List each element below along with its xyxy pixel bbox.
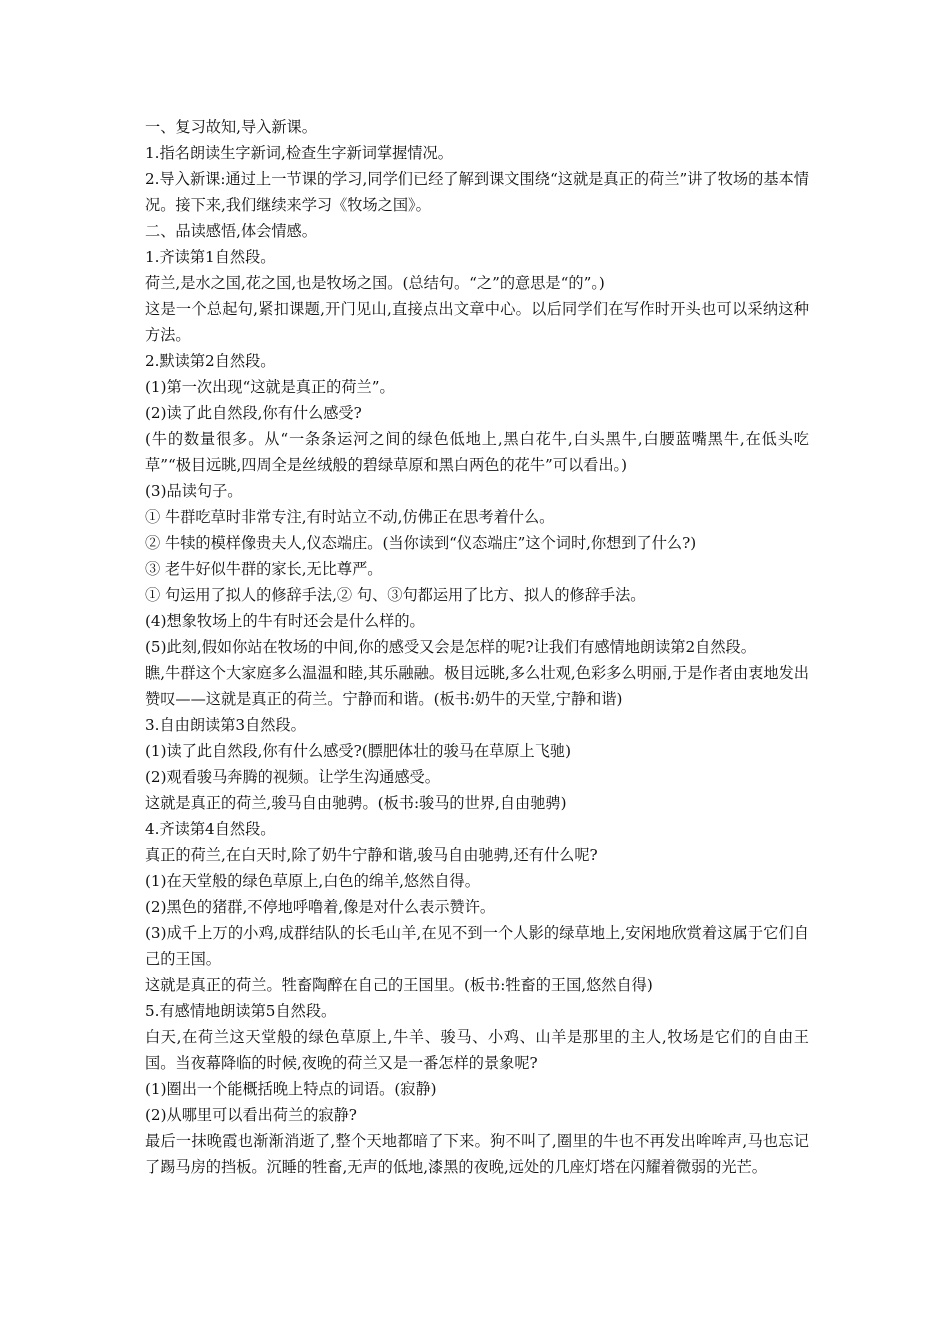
document-body <box>145 114 809 1180</box>
paragraph: (1)圈出一个能概括晚上特点的词语。(寂静) <box>145 1080 437 1098</box>
paragraph: 1.齐读第1自然段。 <box>145 248 276 266</box>
paragraph: (2)观看骏马奔腾的视频。让学生沟通感受。 <box>145 768 440 786</box>
paragraph: 4.齐读第4自然段。 <box>145 820 276 838</box>
paragraph: (2)读了此自然段,你有什么感受? <box>145 404 362 422</box>
section-heading-2: 二、品读感悟,体会情感。 <box>145 222 317 240</box>
paragraph: (牛的数量很多。从“一条条运河之间的绿色低地上,黑白花牛,白头黑牛,白腰蓝嘴黑牛,在低头吃草”“极目远眺,四周全是丝绒般的碧绿草原和黑白两色的花牛”可以看出。) <box>145 430 809 474</box>
paragraph: 荷兰,是水之国,花之国,也是牧场之国。(总结句。“之”的意思是“的”。) <box>145 274 605 292</box>
section-heading-1: 一、复习故知,导入新课。 <box>145 118 317 136</box>
paragraph: 这是一个总起句,紧扣课题,开门见山,直接点出文章中心。以后同学们在写作时开头也可以采纳这种方法。 <box>145 300 809 344</box>
paragraph: (3)成千上万的小鸡,成群结队的长毛山羊,在见不到一个人影的绿草地上,安闲地欣赏着这属于它们自己的王国。 <box>145 924 809 968</box>
paragraph: 这就是真正的荷兰。牲畜陶醉在自己的王国里。(板书:牲畜的王国,悠然自得) <box>145 976 653 994</box>
paragraph: ① 句运用了拟人的修辞手法,② 句、③句都运用了比方、拟人的修辞手法。 <box>145 586 646 604</box>
paragraph: ① 牛群吃草时非常专注,有时站立不动,仿佛正在思考着什么。 <box>145 508 555 526</box>
paragraph: 白天,在荷兰这天堂般的绿色草原上,牛羊、骏马、小鸡、山羊是那里的主人,牧场是它们的自由王国。当夜幕降临的时候,夜晚的荷兰又是一番怎样的景象呢? <box>145 1028 809 1072</box>
paragraph: 2.默读第2自然段。 <box>145 352 276 370</box>
paragraph: (1)第一次出现“这就是真正的荷兰”。 <box>145 378 395 396</box>
paragraph: 2.导入新课:通过上一节课的学习,同学们已经了解到课文围绕“这就是真正的荷兰”讲了牧场的基本情况。接下来,我们继续来学习《牧场之国》。 <box>145 170 809 214</box>
paragraph: 最后一抹晚霞也渐渐消逝了,整个天地都暗了下来。狗不叫了,圈里的牛也不再发出哞哞声,马也忘记了踢马房的挡板。沉睡的牲畜,无声的低地,漆黑的夜晚,远处的几座灯塔在闪耀着微弱的光芒。 <box>145 1132 809 1176</box>
paragraph: (2)黑色的猪群,不停地呼噜着,像是对什么表示赞许。 <box>145 898 496 916</box>
paragraph: (2)从哪里可以看出荷兰的寂静? <box>145 1106 357 1124</box>
paragraph: 1.指名朗读生字新词,检查生字新词掌握情况。 <box>145 144 453 162</box>
paragraph: (1)读了此自然段,你有什么感受?(膘肥体壮的骏马在草原上飞驰) <box>145 742 572 760</box>
paragraph: 瞧,牛群这个大家庭多么温温和睦,其乐融融。极目远眺,多么壮观,色彩多么明丽,于是作者由衷地发出赞叹——这就是真正的荷兰。宁静而和谐。(板书:奶牛的天堂,宁静和谐) <box>145 664 809 708</box>
paragraph: (4)想象牧场上的牛有时还会是什么样的。 <box>145 612 425 630</box>
paragraph: ③ 老牛好似牛群的家长,无比尊严。 <box>145 560 383 578</box>
paragraph: 5.有感情地朗读第5自然段。 <box>145 1002 337 1020</box>
paragraph: 3.自由朗读第3自然段。 <box>145 716 306 734</box>
paragraph: 真正的荷兰,在白天时,除了奶牛宁静和谐,骏马自由驰骋,还有什么呢? <box>145 846 598 864</box>
paragraph: 这就是真正的荷兰,骏马自由驰骋。(板书:骏马的世界,自由驰骋) <box>145 794 567 812</box>
paragraph: ② 牛犊的模样像贵夫人,仪态端庄。(当你读到“仪态端庄”这个词时,你想到了什么?) <box>145 534 697 552</box>
paragraph: (5)此刻,假如你站在牧场的中间,你的感受又会是怎样的呢?让我们有感情地朗读第2自然段。 <box>145 638 756 656</box>
paragraph: (3)品读句子。 <box>145 482 243 500</box>
paragraph: (1)在天堂般的绿色草原上,白色的绵羊,悠然自得。 <box>145 872 480 890</box>
